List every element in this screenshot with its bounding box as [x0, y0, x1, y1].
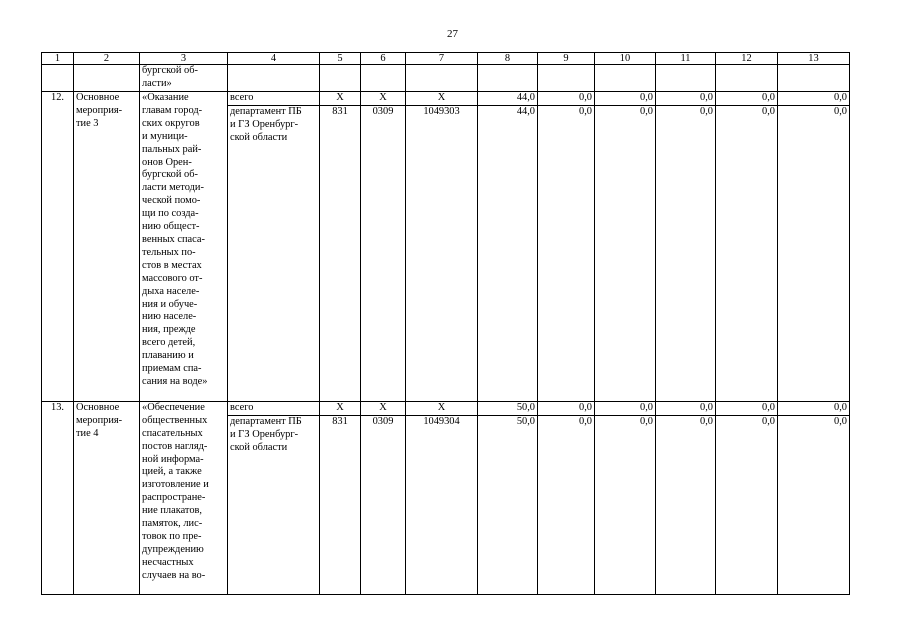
cell-amount: 0,0 — [716, 401, 778, 415]
column-number: 4 — [228, 53, 320, 65]
column-number: 11 — [656, 53, 716, 65]
column-number: 13 — [778, 53, 850, 65]
cell-amount: 0,0 — [778, 105, 850, 401]
cell-amount: 0,0 — [778, 415, 850, 594]
column-number: 9 — [538, 53, 595, 65]
cell-grbs: 831 — [320, 105, 361, 401]
cell-csr: 1049304 — [406, 415, 478, 594]
column-number: 7 — [406, 53, 478, 65]
cell-rzpr: 0309 — [361, 105, 406, 401]
measure-description: «Обеспечение общественных спасательных постов нагляд- ной информа- цией, а также изготовление и распростране- ние плакатов, памяток, лис- товок по пре- дупреждению несчастных случаев на во- — [140, 401, 228, 594]
cell-grbs: X — [320, 92, 361, 106]
row-number: 12. — [42, 92, 74, 402]
cell-rzpr: X — [361, 92, 406, 106]
cell-amount: 0,0 — [716, 415, 778, 594]
cell-csr: 1049303 — [406, 105, 478, 401]
column-number: 10 — [595, 53, 656, 65]
cell-csr: X — [406, 92, 478, 106]
cell-amount: 0,0 — [595, 401, 656, 415]
cell-amount: 0,0 — [538, 415, 595, 594]
column-number: 8 — [478, 53, 538, 65]
cell-amount: 0,0 — [716, 105, 778, 401]
cell-amount: 0,0 — [538, 401, 595, 415]
executor-label: всего — [228, 401, 320, 415]
cell-amount: 0,0 — [778, 401, 850, 415]
cell-csr: X — [406, 401, 478, 415]
program-table — [41, 52, 850, 595]
column-number: 1 — [42, 53, 74, 65]
column-number: 6 — [361, 53, 406, 65]
column-number-row — [42, 53, 850, 65]
cell-amount: 44,0 — [478, 92, 538, 106]
cell-grbs: X — [320, 401, 361, 415]
cell-amount: 50,0 — [478, 415, 538, 594]
measure-type: Основное мероприя- тие 3 — [74, 92, 140, 402]
cell-amount: 44,0 — [478, 105, 538, 401]
table-row — [42, 92, 850, 106]
cell-amount: 0,0 — [538, 105, 595, 401]
page-number: 27 — [447, 28, 458, 40]
executor-label: департамент ПБ и ГЗ Оренбург- ской области — [228, 415, 320, 594]
measure-description: «Оказание главам город- ских округов и муници- пальных рай- онов Орен- бургской об- ласти методи- ческой помо- щи по созда- нию общест- венных спаса- тельных по- стов в местах массового от- дыха населе- ния и обуче- нию населе- ния, прежде всего детей, плаванию и приемам спа- сания на воде» — [140, 92, 228, 402]
cell-amount: 0,0 — [656, 92, 716, 106]
cell-amount: 0,0 — [656, 401, 716, 415]
column-number: 5 — [320, 53, 361, 65]
cell-amount: 0,0 — [595, 92, 656, 106]
executor-label: всего — [228, 92, 320, 106]
row-number: 13. — [42, 401, 74, 594]
continuation-row — [42, 65, 850, 92]
table-row — [42, 401, 850, 415]
cell-amount: 0,0 — [538, 92, 595, 106]
cell-amount: 0,0 — [778, 92, 850, 106]
cell-amount: 0,0 — [595, 105, 656, 401]
executor-label: департамент ПБ и ГЗ Оренбург- ской области — [228, 105, 320, 401]
measure-type: Основное мероприя- тие 4 — [74, 401, 140, 594]
column-number: 2 — [74, 53, 140, 65]
cell-amount: 0,0 — [656, 415, 716, 594]
cell-amount: 0,0 — [716, 92, 778, 106]
column-number: 3 — [140, 53, 228, 65]
cell-rzpr: X — [361, 401, 406, 415]
cell-grbs: 831 — [320, 415, 361, 594]
continued-description: бургской об- ласти» — [140, 65, 228, 92]
cell-amount: 0,0 — [656, 105, 716, 401]
column-number: 12 — [716, 53, 778, 65]
cell-rzpr: 0309 — [361, 415, 406, 594]
cell-amount: 50,0 — [478, 401, 538, 415]
cell-amount: 0,0 — [595, 415, 656, 594]
